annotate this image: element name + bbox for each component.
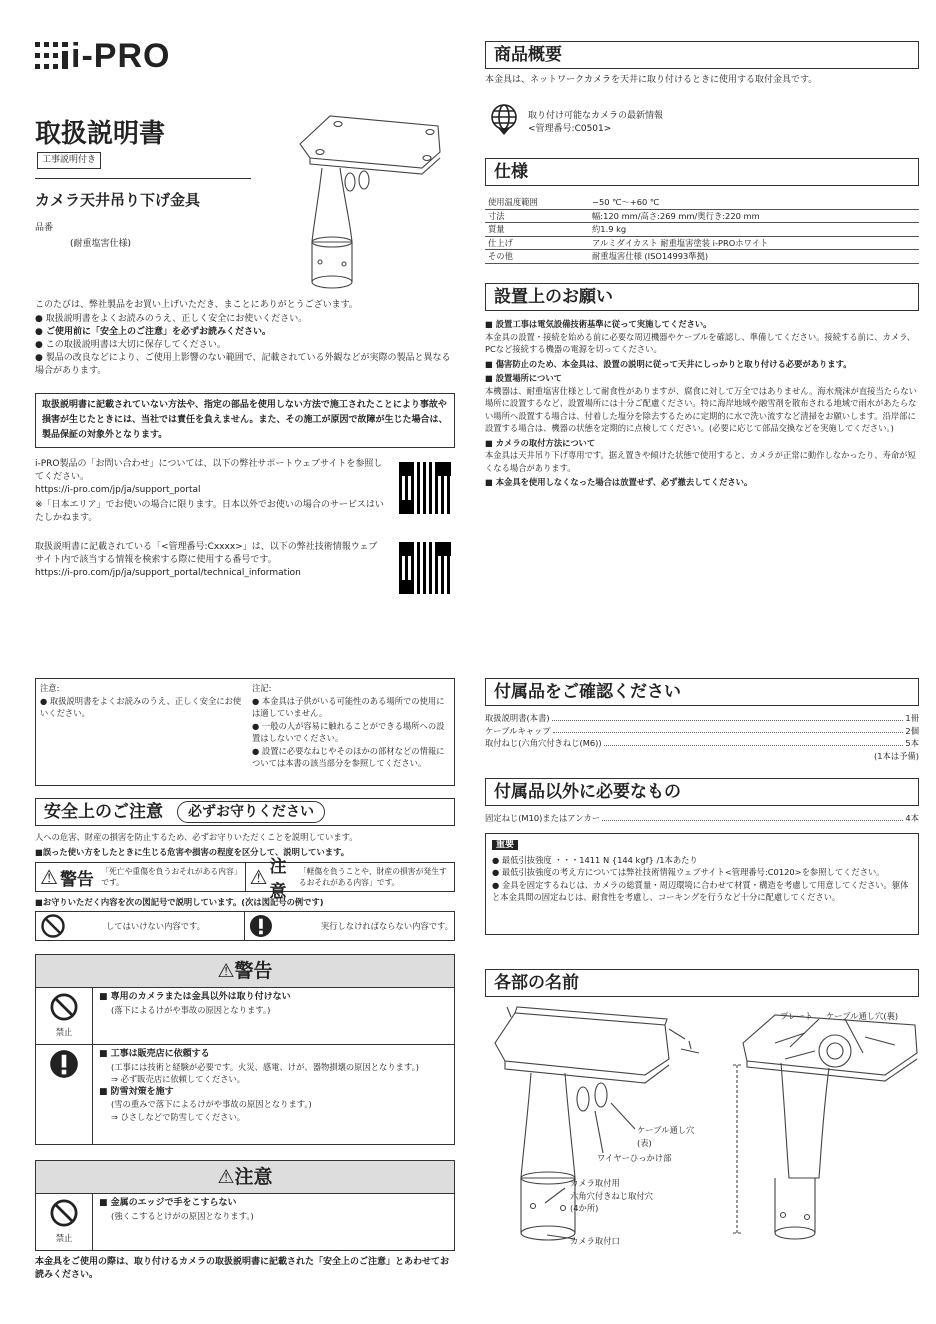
spec-key: 質量 <box>488 224 505 234</box>
install-body <box>485 318 919 489</box>
disclaimer-box: 取扱説明書に記載されていない方法や、指定の部品を使用しない方法で施工されたことにより事故や損害が生じたときには、当社では責任を負えません。また、その施工が原因で故障が生じた場合は、製品保証の対象外となります。 <box>35 393 455 448</box>
warning-item-action: ⇒ ひさしなどで防雪してください。 <box>111 1111 246 1122</box>
label-cable-hole-front: ケーブル通し穴 (表) <box>637 1125 695 1148</box>
caution-item-heading: ■ 金属のエッジで手をこすらない <box>99 1197 449 1210</box>
caution-item-desc: (強くこするとけがの原因となります。) <box>111 1210 254 1221</box>
warning-label: 警告 <box>59 869 94 890</box>
install-item-text: 本金具は天井吊り下げ専用です。据え置きや傾けた状態で使用すると、カメラが正常に動作しなかったり、寿命が短くなる場合があります。 <box>485 450 916 473</box>
notes-right-item: ● 設置に必要なねじやそのほかの部材などの情報については本書の該当部分を参照してください。 <box>252 745 450 770</box>
safety-sub2: ■お守りいただく内容を次の図記号で説明しています。(次は図記号の例です) <box>35 897 324 907</box>
spec-key: 寸法 <box>488 210 505 221</box>
warning-item-heading: ■ 防雪対策を施す <box>99 1086 451 1099</box>
support-line1: i-PRO製品の「お問い合わせ」については、以下の弊社サポートウェブサイトを参照してください。 <box>35 459 383 482</box>
install-item-heading: ■ 傷害防止のため、本金具は、設置の説明に従って天井にしっかりと取り付ける必要があります。 <box>485 358 919 371</box>
spec-row <box>485 223 919 237</box>
support-text <box>35 458 385 525</box>
symbol-must <box>245 912 454 940</box>
intro-bullet: ● ご使用前に「安全上のご注意」を必ずお読みください。 <box>35 326 453 339</box>
parts-diagram <box>485 1003 925 1253</box>
warning-desc: 「死亡や重傷を負うおそれがある内容」です。 <box>101 867 238 887</box>
install-item-heading: ■ 本金具を使用しなくなった場合は放置せず、必ず撤去してください。 <box>485 476 919 489</box>
warning-item-desc: (雪の重みで落下によるけがや事故の原因となります。) <box>111 1099 312 1109</box>
accessory-row <box>485 737 919 750</box>
product-name: カメラ天井吊り下げ金具 <box>35 191 201 209</box>
notes-right <box>252 682 450 782</box>
spec-key: 使用温度範囲 <box>488 197 538 207</box>
important-item: ● 最低引抜強度 ・・・1411 N {144 kgf} /1本あたり <box>492 854 912 867</box>
specs-table <box>485 196 919 264</box>
intro-bullet: ● 取扱説明書をよくお読みのうえ、正しく安全にお使いください。 <box>35 313 453 326</box>
model-label: 品番 <box>35 223 54 233</box>
spec-row <box>485 210 919 224</box>
spec-value: 約1.9 kg <box>592 224 627 234</box>
warning-item-2 <box>36 1044 454 1145</box>
important-item: ● 最低引抜強度の考え方については弊社技術情報ウェブサイト<管理番号:C0120>を参照してください。 <box>492 866 912 879</box>
qr-code-technical <box>399 542 451 594</box>
caution-bar-icon: ⚠ <box>217 1166 235 1188</box>
warning-block <box>35 987 455 1145</box>
accessory-qty: 2個 <box>905 725 919 736</box>
caution-bar-label: 注意 <box>234 1166 273 1188</box>
warning-bar-label: 警告 <box>234 960 273 982</box>
model-sub: (耐重塩害仕様) <box>70 239 132 249</box>
important-item: ● 金具を固定するねじは、カメラの総質量・周辺環境に合わせて材質・構造を考慮して用意してください。躯体と本金具間の固定ねじは、耐食性を考慮し、コーキングを行うなど十分に配慮してください。 <box>492 879 912 904</box>
mandatory-icon <box>249 913 273 939</box>
accessory-name: 取扱説明書(本書) <box>485 713 550 723</box>
spec-key: 仕上げ <box>488 237 513 248</box>
bracket-illustration <box>290 112 450 290</box>
prohibit-icon <box>40 913 66 939</box>
support-line2: 取扱説明書に記載されている「<管理番号:Cxxxx>」は、以下の弊社技術情報ウェブサイト内で該当する情報を検索する際に使用する番号です。 <box>35 542 378 565</box>
accessory-qty: 1冊 <box>905 713 919 723</box>
required-qty: 4本 <box>905 813 919 823</box>
accessory-leader <box>604 737 904 746</box>
required-heading: 付属品以外に必要なもの <box>485 778 919 806</box>
warning-item-2-text <box>99 1048 451 1123</box>
spec-value: −50 ℃～+60 ℃ <box>592 197 660 207</box>
accessories-heading: 付属品をご確認ください <box>485 678 919 706</box>
caution-block <box>35 1193 455 1251</box>
page-title: 取扱説明書 <box>35 119 166 149</box>
safety-badge: 必ずお守りください <box>177 801 325 823</box>
notes-right-item: ● 一般の人が容易に触れることができる場所への設置はしないでください。 <box>252 720 450 745</box>
install-item-heading: ■ 設置工事は電気設備技術基準に従って実施してください。 <box>485 318 919 331</box>
title-tag: 工事説明付き <box>37 152 101 169</box>
prohibit-cell <box>36 1193 93 1250</box>
overview-info <box>528 110 663 136</box>
safety-sub1: ■誤った使い方をしたときに生じる危害や損害の程度を区分して、説明しています。 <box>35 847 349 857</box>
warning-item-action: ⇒ 必ず販売店に依頼してください。 <box>111 1074 246 1084</box>
spec-row <box>485 196 919 210</box>
safety-heading-text: 安全上のご注意 <box>44 802 163 822</box>
safety-heading <box>35 798 455 826</box>
title-rule <box>35 178 251 179</box>
notes-left-title: 注意: <box>40 683 60 693</box>
spec-value: 耐重塩害仕様 (ISO14993準拠) <box>592 251 709 261</box>
prohibit-icon <box>49 992 79 1022</box>
label-plate: プレート <box>780 1011 813 1021</box>
notes-left-item: ● 取扱説明書をよくお読みのうえ、正しく安全にお使いください。 <box>40 695 252 720</box>
notes-left <box>40 682 252 782</box>
intro-bullets <box>35 313 453 378</box>
safety-intro: 人への危害、財産の損害を防止するため、必ずお守りいただくことを説明しています。 <box>35 832 358 842</box>
severity-warning <box>36 863 246 891</box>
overview-heading: 商品概要 <box>485 41 919 69</box>
prohibit-caption: 禁止 <box>55 1233 73 1243</box>
symbol-box <box>35 911 455 941</box>
warning-bar <box>35 954 455 988</box>
warning-triangle-icon: ⚠ <box>40 865 58 889</box>
intro-bullet: ● この取扱説明書は大切に保存してください。 <box>35 339 453 352</box>
overview-text: 本金具は、ネットワークカメラを天井に取り付けるときに使用する取付金具です。 <box>485 75 818 85</box>
warning-item-1 <box>36 987 454 1045</box>
warning-item-heading: ■ 工事は販売店に依頼する <box>99 1048 451 1061</box>
brand-text: i-PRO <box>71 36 171 75</box>
spec-row <box>485 250 919 264</box>
caution-desc: 「軽傷を負うことや、財産の損害が発生するおそれがある内容」です。 <box>298 867 447 887</box>
caution-triangle-icon: ⚠ <box>249 865 268 889</box>
overview-info1: 取り付け可能なカメラの最新情報 <box>528 111 664 121</box>
support-note1: ※「日本エリア」でお使いの場合に限ります。日本以外でお使いの場合のサービスはいたしかねます。 <box>35 500 384 523</box>
notes-right-item: ● 本金具は子供がいる可能性のある場所での使用には適していません。 <box>252 695 450 720</box>
accessory-name: ケーブルキャップ <box>485 725 551 736</box>
spec-value: 幅:120 mm/高さ:269 mm/奥行き:220 mm <box>592 210 760 221</box>
prohibit-desc: してはいけない内容です。 <box>106 920 205 931</box>
prohibit-icon <box>49 1198 79 1228</box>
accessory-leader <box>553 725 904 734</box>
install-heading: 設置上のお願い <box>485 283 919 311</box>
intro-lead: このたびは、弊社製品をお買い上げいただき、まことにありがとうございます。 <box>35 300 358 310</box>
support-text2 <box>35 541 385 580</box>
qr-code-support <box>399 462 451 514</box>
parts-heading: 各部の名前 <box>485 969 919 997</box>
caution-item-text <box>99 1197 449 1222</box>
logo-dots-icon <box>35 39 69 73</box>
important-label: 重要 <box>492 840 518 850</box>
warning-item-desc: (工事には技術と経験が必要です。火災、感電、けが、器物損壊の原因となります。) <box>111 1061 419 1072</box>
required-name: 固定ねじ(M10)またはアンカー <box>485 813 601 823</box>
mandatory-cell <box>36 1044 93 1144</box>
spec-row <box>485 237 919 251</box>
intro-bullet: ● 製品の改良などにより、ご使用上影響のない範囲で、記載されている外観などが実際の製品と異なる場合があります。 <box>35 352 453 378</box>
prohibit-caption: 禁止 <box>55 1027 73 1037</box>
safety-footer: 本金具をご使用の際は、取り付けるカメラの取扱説明書に記載された「安全上のご注意」とあわせてお読みください。 <box>35 1257 450 1280</box>
label-wire-hook: ワイヤーひっかけ部 <box>597 1153 672 1163</box>
accessory-leader <box>552 712 904 721</box>
accessory-row <box>485 725 919 738</box>
symbol-prohibit <box>36 912 245 940</box>
warning-item-heading: ■ 専用のカメラまたは金具以外は取り付けない <box>99 991 449 1004</box>
important-box <box>485 833 919 935</box>
install-item-text: 本金具の設置・接続を始める前に必要な周辺機器やケーブルを確認し、準備してください。接続する前に、カメラ、PCなど接続する機器の電源を切ってください。 <box>485 331 916 354</box>
caution-bar <box>35 1160 455 1194</box>
notes-box <box>35 678 455 786</box>
mandatory-icon <box>49 1049 79 1079</box>
prohibit-cell <box>36 987 93 1044</box>
accessory-row <box>485 712 919 725</box>
notes-right-title: 注記: <box>252 683 272 693</box>
must-desc: 実行しなければならない内容です。 <box>320 920 453 931</box>
globe-info-icon <box>487 102 521 136</box>
label-cable-hole-back: ケーブル通し穴(裏) <box>826 1011 899 1021</box>
install-item-heading: ■ カメラの取付方法について <box>485 437 919 450</box>
required-leader <box>602 812 903 821</box>
accessory-name: 取付ねじ(六角穴付きねじ(M6)) <box>485 738 602 748</box>
support-url2[interactable]: https://i-pro.com/jp/ja/support_portal/technical_information <box>35 568 301 578</box>
brand-logo <box>35 38 170 74</box>
severity-caution <box>246 857 455 902</box>
warning-bar-icon: ⚠ <box>217 960 235 982</box>
overview-info2: <管理番号:C0501> <box>528 124 612 134</box>
accessory-spare: (1本は予備) <box>874 750 919 761</box>
accessories-list <box>485 712 919 762</box>
install-item-text: 本機器は、耐重塩害仕様として耐食性がありますが、腐食に対して万全ではありません。海水飛沫が直接当たらない場所に設置するなど、設置場所には十分ご配慮ください。特に海岸地域や融雪剤を散布される地域で雨水があたらない場所へ設置する場合は、付着した塩分を除去するために定期的に水で洗い流すなど清掃をお願いします。沿岸部に設置する場合は、機器の状態を定期的に点検してください。(必要に応じて部品交換などを実施してください。) <box>485 385 917 433</box>
install-item-heading: ■ 設置場所について <box>485 372 919 385</box>
label-mount-opening: カメラ取付口 <box>570 1236 620 1246</box>
warning-item-1-text <box>99 991 449 1016</box>
spec-key: その他 <box>488 251 513 261</box>
accessory-qty: 5本 <box>905 738 919 748</box>
required-row <box>485 812 919 825</box>
spec-value: アルミダイカスト 耐重塩害塗装 i-PROホワイト <box>592 237 769 248</box>
label-mount-hole: カメラ取付用 六角穴付きねじ取付穴 (4か所) <box>570 1178 653 1213</box>
caution-label: 注意 <box>269 857 287 902</box>
warning-item-desc: (落下によるけがや事故の原因となります。) <box>111 1004 271 1015</box>
specs-heading: 仕様 <box>485 158 919 186</box>
support-url1[interactable]: https://i-pro.com/jp/ja/support_portal <box>35 485 201 495</box>
